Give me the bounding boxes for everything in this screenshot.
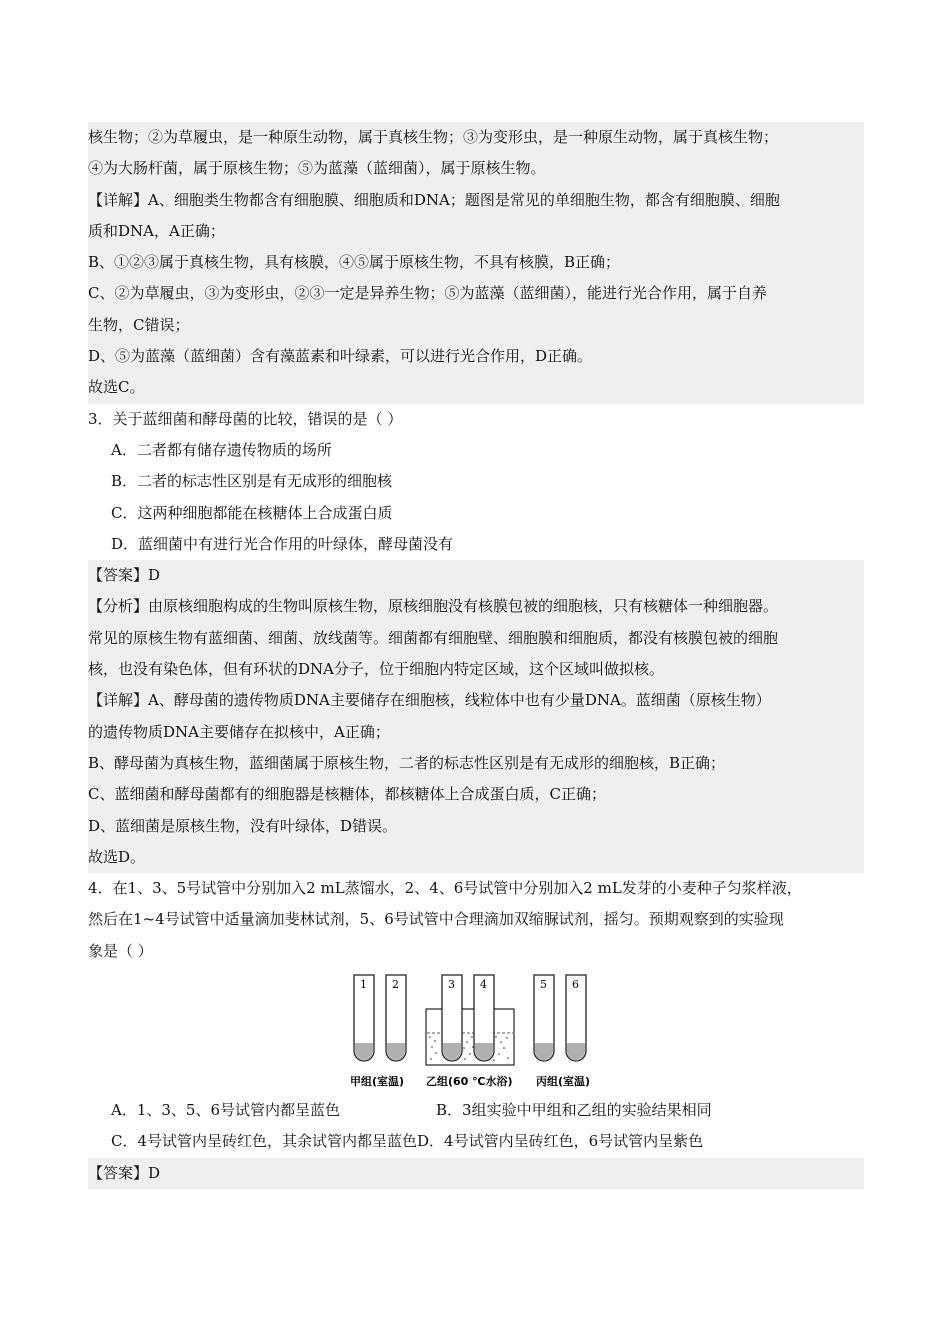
option-b: B．二者的标志性区别是有无成形的细胞核 bbox=[111, 472, 393, 491]
question-3 bbox=[88, 404, 864, 560]
text-line: B、①②③属于真核生物，具有核膜，④⑤属于原核生物，不具有核膜，B正确； bbox=[88, 253, 621, 272]
detail-line: 的遗传物质DNA主要储存在拟核中，A正确； bbox=[88, 722, 390, 741]
answer-block-q4 bbox=[88, 1158, 864, 1189]
analysis-line: 常见的原核生物有蓝细菌、细菌、放线菌等。细菌都有细胞壁、细胞膜和细胞质，都没有核膜包被的细胞 bbox=[88, 628, 779, 647]
answer-line: 【答案】D bbox=[88, 566, 161, 585]
text-line: 生物，C错误； bbox=[88, 315, 190, 334]
text-line: C、②为草履虫，③为变形虫，②③一定是异养生物；⑤为蓝藻（蓝细菌），能进行光合作用，属于自养 bbox=[88, 284, 767, 303]
test-tube-figure bbox=[88, 967, 864, 1095]
question-stem: 象是（ ） bbox=[88, 941, 153, 960]
answer-block-q3 bbox=[88, 560, 864, 873]
caption-group-a: 甲组(室温) bbox=[350, 1075, 405, 1089]
text-line: 核生物；②为草履虫，是一种原生动物，属于真核生物；③为变形虫，是一种原生动物，属于真核生物； bbox=[88, 128, 779, 146]
analysis-line: 【分析】由原核细胞构成的生物叫原核生物，原核细胞没有核膜包被的细胞核，只有核糖体一种细胞器。 bbox=[88, 597, 779, 616]
page-content bbox=[88, 122, 864, 1189]
option-a: A．1、3、5、6号试管内都呈蓝色 bbox=[111, 1101, 341, 1120]
option-d: D．4号试管内呈砖红色，6号试管内呈紫色 bbox=[417, 1132, 704, 1151]
option-a: A．二者都有储存遗传物质的场所 bbox=[111, 440, 332, 459]
test-tube-diagram bbox=[346, 971, 606, 1091]
caption-group-b: 乙组(60 ℃水浴) bbox=[426, 1075, 513, 1089]
question-stem: 3．关于蓝细菌和酵母菌的比较，错误的是（ ） bbox=[88, 409, 403, 428]
water-bath bbox=[426, 1009, 514, 1065]
question-stem: 4．在1、3、5号试管中分别加入2 mL蒸馏水，2、4、6号试管中分别加入2 mL发芽的小麦种子匀浆样液， bbox=[88, 879, 802, 898]
text-line: D、⑤为蓝藻（蓝细菌）含有藻蓝素和叶绿素，可以进行光合作用，D正确。 bbox=[88, 347, 593, 366]
question-4 bbox=[88, 873, 864, 1157]
tube-label-2: 2 bbox=[392, 978, 399, 992]
option-d: D．蓝细菌中有进行光合作用的叶绿体，酵母菌没有 bbox=[111, 534, 454, 553]
tube-label-3: 3 bbox=[448, 978, 455, 992]
explanation-block-q2 bbox=[88, 122, 864, 404]
detail-line: C、蓝细菌和酵母菌都有的细胞器是核糖体，都核糖体上合成蛋白质，C正确； bbox=[88, 785, 606, 804]
options-row-ab bbox=[88, 1095, 864, 1126]
detail-line: B、酵母菌为真核生物，蓝细菌属于原核生物，二者的标志性区别是有无成形的细胞核，B正确； bbox=[88, 753, 726, 772]
option-b: B．3组实验中甲组和乙组的实验结果相同 bbox=[436, 1101, 712, 1120]
text-line: 故选C。 bbox=[88, 378, 145, 397]
question-stem: 然后在1~4号试管中适量滴加斐林试剂，5、6号试管中合理滴加双缩脲试剂，摇匀。预期观察到的实验现 bbox=[88, 910, 784, 929]
tube-label-5: 5 bbox=[540, 978, 547, 992]
tube-label-6: 6 bbox=[572, 978, 579, 992]
option-c: C．这两种细胞都能在核糖体上合成蛋白质 bbox=[111, 503, 393, 522]
tube-label-1: 1 bbox=[360, 978, 367, 992]
detail-line: 【详解】A、酵母菌的遗传物质DNA主要储存在细胞核，线粒体中也有少量DNA。蓝细菌（原核生物） bbox=[88, 691, 771, 710]
options-row-cd bbox=[88, 1126, 864, 1157]
detail-line: D、蓝细菌是原核生物，没有叶绿体，D错误。 bbox=[88, 816, 398, 835]
tube-label-4: 4 bbox=[480, 978, 487, 992]
conclusion-line: 故选D。 bbox=[88, 847, 146, 866]
option-c: C．4号试管内呈砖红色，其余试管内都呈蓝色 bbox=[111, 1132, 418, 1151]
text-line: 【详解】A、细胞类生物都含有细胞膜、细胞质和DNA；题图是常见的单细胞生物，都含有细胞膜、细胞 bbox=[88, 190, 780, 209]
caption-group-c: 丙组(室温) bbox=[536, 1075, 591, 1089]
text-line: 质和DNA，A正确； bbox=[88, 221, 225, 240]
analysis-line: 核，也没有染色体，但有环状的DNA分子，位于细胞内特定区域，这个区域叫做拟核。 bbox=[88, 660, 664, 679]
answer-line: 【答案】D bbox=[88, 1163, 161, 1182]
text-line: ④为大肠杆菌，属于原核生物；⑤为蓝藻（蓝细菌），属于原核生物。 bbox=[88, 159, 546, 178]
